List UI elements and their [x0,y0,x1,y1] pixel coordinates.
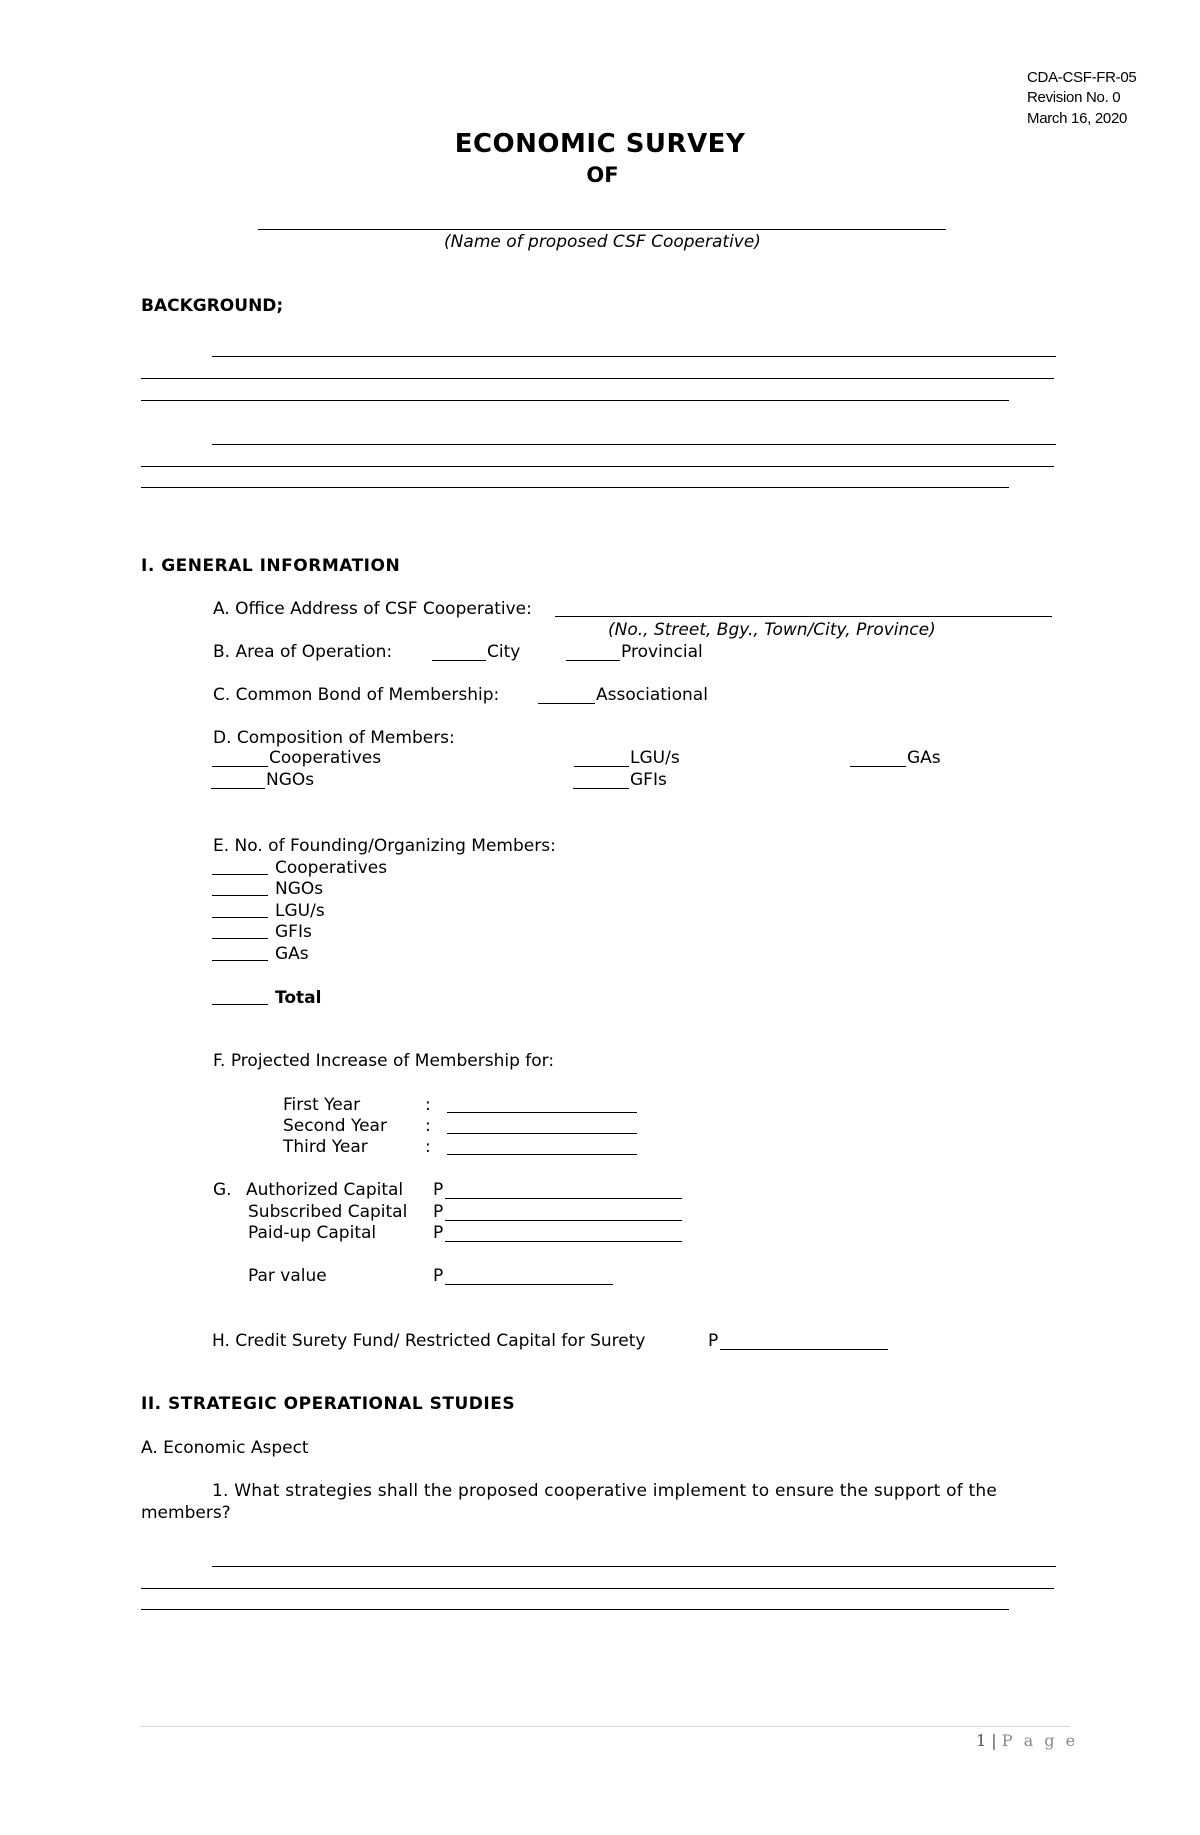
projected-year-field[interactable] [447,1133,637,1134]
comp-ngos-checkbox[interactable] [211,774,265,789]
office-address-caption: (No., Street, Bgy., Town/City, Province) [608,620,936,640]
office-address-label: A. Office Address of CSF Cooperative: [213,599,532,619]
common-bond-label: C. Common Bond of Membership: [213,685,500,705]
projected-colon: : [425,1095,431,1115]
comp-lgus-checkbox[interactable] [574,752,629,767]
area-provincial-checkbox[interactable] [566,646,620,661]
comp-lgus-label: LGU/s [630,748,680,768]
comp-ngos-label: NGOs [266,770,315,790]
general-info-heading: I. GENERAL INFORMATION [141,556,401,576]
projected-year-field[interactable] [447,1112,637,1113]
bond-associational-label: Associational [596,685,708,705]
page-number: 1 [976,1731,987,1750]
capital-label: Subscribed Capital [248,1202,408,1222]
founding-item-label: Cooperatives [275,858,388,878]
founding-count-field[interactable] [212,924,268,939]
cooperative-name-field[interactable] [258,229,946,230]
founding-count-field[interactable] [212,903,268,918]
founding-count-field[interactable] [212,946,268,961]
authorized-capital-field[interactable] [445,1198,682,1199]
composition-label: D. Composition of Members: [213,728,455,748]
projected-increase-label: F. Projected Increase of Membership for: [213,1051,555,1071]
page-word: P a g e [1001,1731,1079,1750]
surety-fund-field[interactable] [720,1349,888,1350]
projected-year-field[interactable] [447,1154,637,1155]
comp-gas-label: GAs [907,748,941,768]
area-of-operation-label: B. Area of Operation: [213,642,393,662]
cooperative-name-caption: (Name of proposed CSF Cooperative) [444,232,761,252]
comp-gfis-label: GFIs [630,770,667,790]
capital-label: Authorized Capital [246,1180,404,1200]
form-code: CDA-CSF-FR-05 [1027,69,1137,86]
peso-sign: P [433,1202,444,1222]
founding-members-label: E. No. of Founding/Organizing Members: [213,836,556,856]
economic-aspect-label: A. Economic Aspect [141,1438,309,1458]
background-line-4[interactable] [212,444,1056,445]
office-address-field[interactable] [555,616,1052,617]
capital-label: Paid-up Capital [248,1223,377,1243]
revision-date: March 16, 2020 [1027,110,1128,127]
comp-cooperatives-checkbox[interactable] [212,752,268,767]
area-provincial-label: Provincial [621,642,703,662]
area-city-checkbox[interactable] [432,646,486,661]
founding-count-field[interactable] [212,881,268,896]
document-title: ECONOMIC SURVEY [454,129,746,159]
founding-count-field[interactable] [212,860,268,875]
founding-item-label: GFIs [275,922,312,942]
footer-divider [140,1726,1070,1727]
question-1-text: 1. What strategies shall the proposed cooperative implement to ensure the support of the [212,1481,998,1501]
comp-gas-checkbox[interactable] [850,752,906,767]
projected-colon: : [425,1116,431,1136]
projected-year-label: Third Year [283,1137,368,1157]
surety-fund-label: H. Credit Surety Fund/ Restricted Capital for Surety [212,1331,646,1351]
page-footer [976,1733,1078,1749]
area-city-label: City [487,642,521,662]
comp-cooperatives-label: Cooperatives [269,748,382,768]
peso-sign: P [433,1266,444,1286]
founding-item-label: GAs [275,944,309,964]
projected-year-label: Second Year [283,1116,387,1136]
answer-line-2[interactable] [141,1588,1054,1589]
background-line-5[interactable] [141,466,1054,467]
answer-line-3[interactable] [141,1609,1009,1610]
par-value-label: Par value [248,1266,327,1286]
paid-up-capital-field[interactable] [445,1241,682,1242]
background-line-1[interactable] [212,356,1056,357]
founding-item-label: NGOs [275,879,324,899]
question-1-text-cont: members? [141,1503,231,1523]
document-subtitle: OF [586,163,619,187]
peso-sign: P [433,1180,444,1200]
answer-line-1[interactable] [212,1566,1056,1567]
bond-associational-checkbox[interactable] [538,689,595,704]
projected-year-label: First Year [283,1095,361,1115]
comp-gfis-checkbox[interactable] [573,774,629,789]
founding-total-field[interactable] [212,990,268,1005]
background-label: BACKGROUND; [141,296,284,316]
subscribed-capital-field[interactable] [445,1220,682,1221]
founding-item-label: LGU/s [275,901,325,921]
peso-sign: P [708,1331,719,1351]
background-line-2[interactable] [141,378,1054,379]
par-value-field[interactable] [445,1284,613,1285]
strategic-heading: II. STRATEGIC OPERATIONAL STUDIES [141,1394,516,1414]
revision-number: Revision No. 0 [1027,89,1121,106]
projected-colon: : [425,1137,431,1157]
founding-total-label: Total [275,988,322,1008]
page-separator: | [991,1731,997,1750]
capital-prefix: G. [213,1180,232,1200]
peso-sign: P [433,1223,444,1243]
background-line-3[interactable] [141,400,1009,401]
background-line-6[interactable] [141,487,1009,488]
